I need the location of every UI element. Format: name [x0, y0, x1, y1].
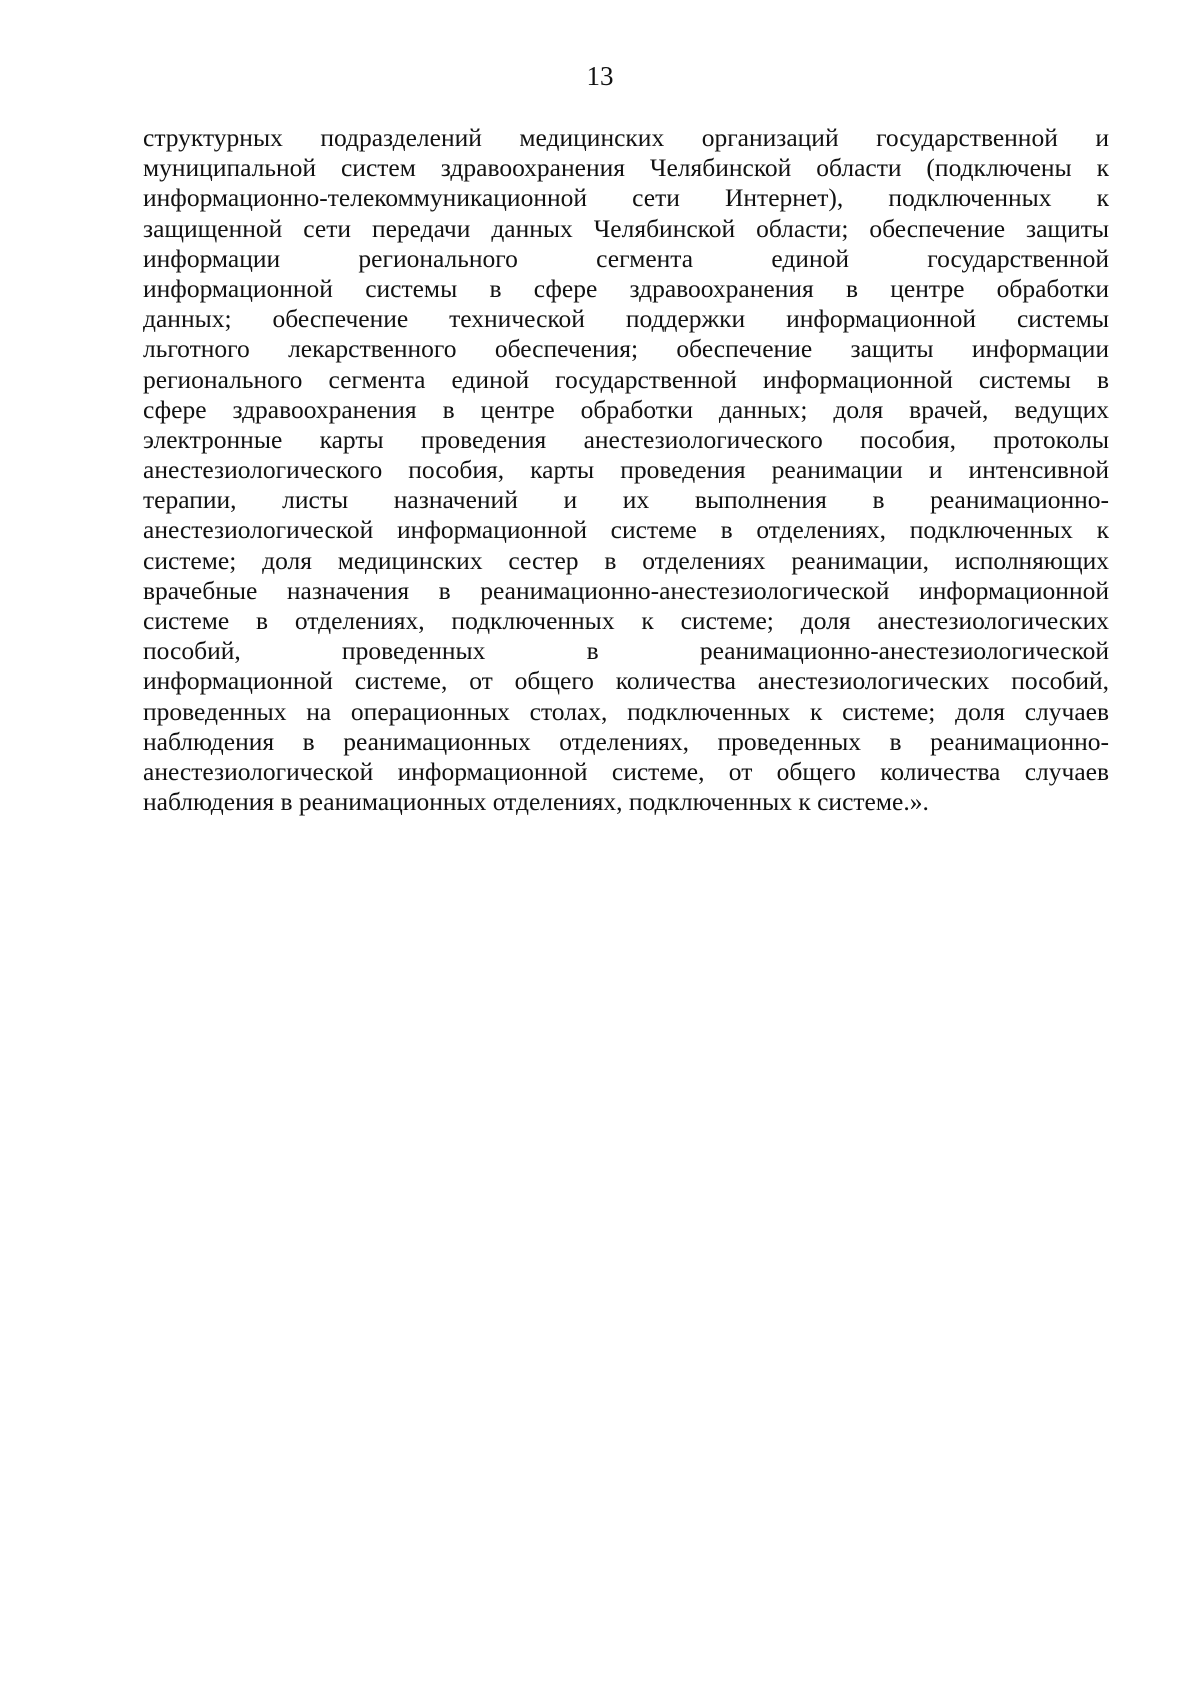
- paragraph-line: сфере здравоохранения в центре обработки данных; доля врачей, ведущих: [143, 394, 1109, 424]
- paragraph-line: анестезиологической информационной системе, от общего количества случаев: [143, 756, 1109, 786]
- paragraph-line: системе в отделениях, подключенных к системе; доля анестезиологических: [143, 606, 1109, 635]
- paragraph-line: проведенных на операционных столах, подключенных к системе; доля случаев: [143, 696, 1109, 726]
- paragraph-line: врачебные назначения в реанимационно-анестезиологической информационной: [143, 575, 1109, 605]
- paragraph-line: анестезиологической информационной системе в отделениях, подключенных к: [143, 515, 1109, 545]
- paragraph-line: информационной системы в сфере здравоохранения в центре обработки: [143, 273, 1109, 303]
- body-paragraph: [143, 123, 1109, 817]
- paragraph-line: системе; доля медицинских сестер в отделениях реанимации, исполняющих: [143, 545, 1109, 575]
- paragraph-line: наблюдения в реанимационных отделениях, подключенных к системе.».: [143, 787, 929, 817]
- paragraph-line: терапии, листы назначений и их выполнения в реанимационно-: [143, 485, 1109, 515]
- paragraph-line: информационно-телекоммуникационной сети Интернет), подключенных к: [143, 183, 1109, 213]
- paragraph-line: защищенной сети передачи данных Челябинской области; обеспечение защиты: [143, 213, 1109, 243]
- paragraph-line: структурных подразделений медицинских организаций государственной и: [143, 123, 1109, 152]
- paragraph-line: информационной системе, от общего количества анестезиологических пособий,: [143, 666, 1109, 696]
- paragraph-line: льготного лекарственного обеспечения; обеспечение защиты информации: [143, 334, 1109, 364]
- paragraph-line: электронные карты проведения анестезиологического пособия, протоколы: [143, 424, 1109, 454]
- paragraph-line: пособий, проведенных в реанимационно-анестезиологической: [143, 636, 1109, 666]
- paragraph-line: наблюдения в реанимационных отделениях, проведенных в реанимационно-: [143, 726, 1109, 756]
- page-number: 13: [586, 61, 614, 91]
- paragraph-line: анестезиологического пособия, карты проведения реанимации и интенсивной: [143, 455, 1109, 485]
- paragraph-line: регионального сегмента единой государственной информационной системы в: [143, 364, 1109, 394]
- paragraph-line: данных; обеспечение технической поддержки информационной системы: [143, 304, 1109, 334]
- paragraph-line: муниципальной систем здравоохранения Челябинской области (подключены к: [143, 153, 1109, 183]
- paragraph-line: информации регионального сегмента единой государственной: [143, 243, 1109, 273]
